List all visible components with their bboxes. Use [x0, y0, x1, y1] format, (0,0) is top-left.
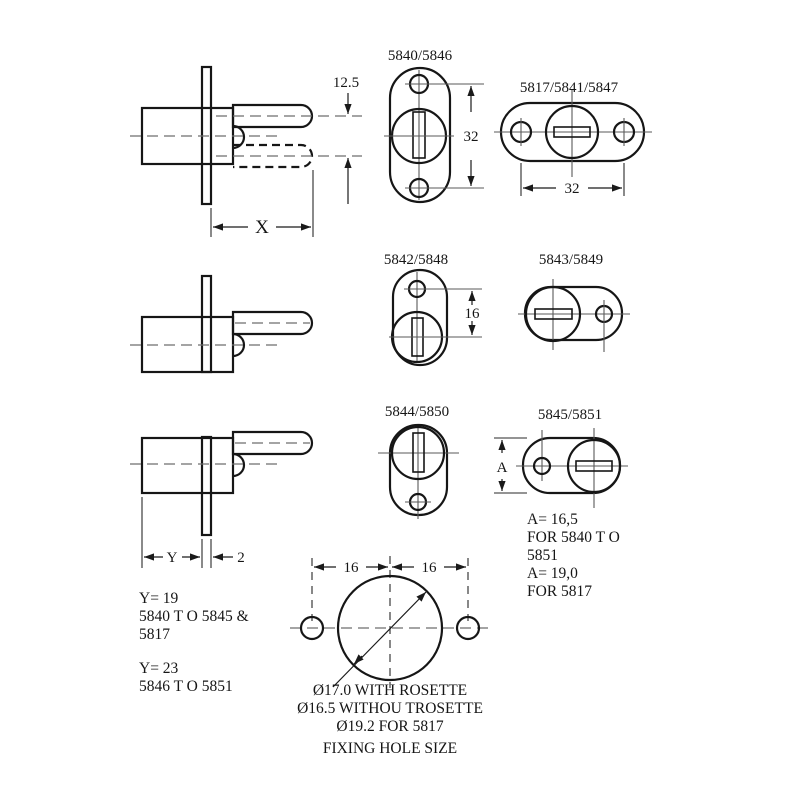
dim-flange-thickness: 2	[237, 550, 245, 566]
face-plate	[390, 68, 450, 202]
dim-plate-height: 32	[463, 129, 479, 145]
face-view-5844-5850	[378, 404, 459, 519]
note-line: A= 19,0	[527, 565, 578, 582]
dim-plate-width: 32	[564, 181, 580, 197]
diameter-leader	[333, 592, 426, 687]
dim-hole-offset: 16	[464, 306, 480, 322]
part-label: 5845/5851	[537, 407, 603, 423]
hole-note: Ø17.0 WITH ROSETTE	[312, 682, 468, 699]
note-line: A= 16,5	[527, 511, 578, 528]
cam-arc	[233, 454, 244, 476]
note-line: FOR 5840 T O	[527, 529, 620, 546]
note-line: 5846 T O 5851	[139, 678, 233, 695]
dim-body-depth: Y	[166, 550, 178, 566]
side-view-middle	[130, 276, 312, 372]
part-label: 5817/5841/5847	[519, 80, 619, 96]
part-label: 5842/5848	[383, 252, 449, 268]
fixing-hole-title: FIXING HOLE SIZE	[322, 740, 458, 757]
y-value-note	[139, 590, 249, 695]
side-view-bottom	[130, 432, 312, 568]
note-line: Y= 19	[139, 590, 179, 607]
note-line: 5817	[139, 626, 170, 643]
face-view-5842-5848	[384, 252, 482, 365]
hole-note: Ø19.2 FOR 5817	[336, 718, 444, 735]
a-value-note	[527, 511, 620, 600]
flange-plate	[202, 437, 211, 535]
part-label: 5844/5850	[384, 404, 450, 420]
diameter-leader-arrow	[354, 656, 362, 664]
fixing-hole-view	[290, 556, 492, 757]
lock-body	[142, 438, 233, 493]
part-label: 5843/5849	[538, 252, 604, 268]
hole-note: Ø16.5 WITHOU TROSETTE	[297, 700, 483, 717]
flange-plate	[202, 276, 211, 372]
dim-plate-height-a: A	[496, 460, 508, 476]
note-line: Y= 23	[139, 660, 179, 677]
dim-bolt-length: X	[255, 217, 269, 238]
dim-hole-spacing-left: 16	[343, 560, 359, 576]
note-line: 5851	[527, 547, 558, 564]
face-view-5843-5849	[518, 252, 630, 352]
part-label: 5840/5846	[387, 48, 453, 64]
dim-hole-spacing-right: 16	[421, 560, 437, 576]
dim-bolt-travel: 12.5	[332, 75, 360, 91]
note-line: 5840 T O 5845 &	[139, 608, 249, 625]
side-view-top	[130, 67, 362, 238]
face-view-5845-5851	[494, 407, 628, 508]
face-view-5840-5846	[384, 48, 484, 202]
face-view-5817-5841-5847	[494, 80, 652, 197]
note-line: FOR 5817	[527, 583, 593, 600]
